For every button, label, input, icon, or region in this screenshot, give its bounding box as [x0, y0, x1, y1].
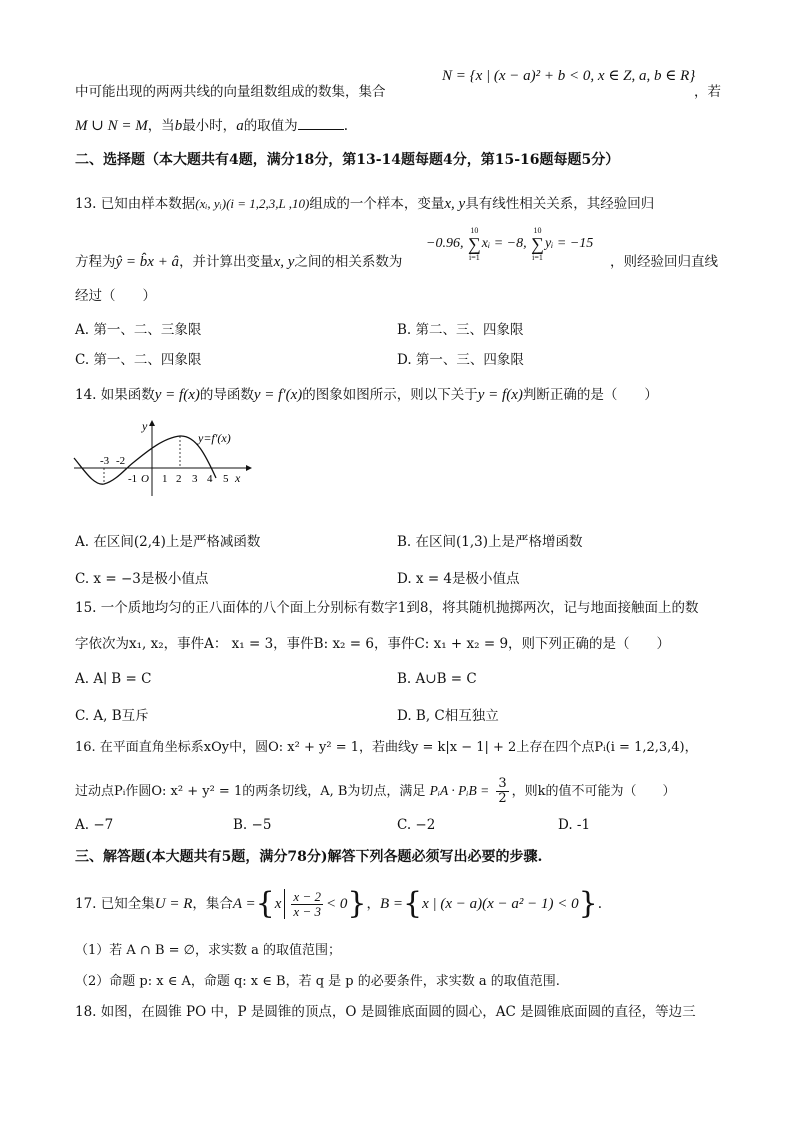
q15-option-b[interactable]: B. A∪B = C	[397, 671, 477, 687]
q13-option-c[interactable]: C. 第一、二、四象限	[75, 352, 202, 368]
section2-title: 二、选择题（本大题共有4题，满分18分，第13-14题每题4分，第15-16题每题5分）	[75, 152, 620, 168]
q15-option-a[interactable]: A. A∣ B = C	[75, 671, 152, 687]
q12-set-n: N = {x | (x − a)² + b < 0, x ∈ Z, a, b ∈ R}	[442, 68, 696, 84]
x-axis-arrow	[246, 465, 252, 471]
q13-option-d[interactable]: D. 第一、三、四象限	[397, 352, 524, 368]
q12-union-expr: M ∪ N = M	[75, 118, 148, 134]
q17-fraction: $\frac{x - 2}{x - 3}$	[293, 888, 321, 919]
origin-label: O	[141, 473, 149, 485]
q13-line2: 方程为ŷ = b̂x + â，并计算出变量x, y之间的相关系数为	[75, 254, 403, 270]
right-brace: }	[578, 886, 598, 921]
tick-label-minus-1: -1	[128, 473, 138, 485]
tick-label-3: 3	[192, 473, 198, 485]
q16-fraction: $\frac{3}{2}$	[498, 776, 507, 806]
tick-label-minus-3: -3	[100, 455, 110, 467]
q14-option-a[interactable]: A. 在区间(2,4)上是严格减函数	[75, 534, 261, 550]
q14-option-c[interactable]: C. x = −3是极小值点	[75, 571, 209, 587]
q16-option-d[interactable]: D. -1	[558, 817, 591, 833]
q13-option-b[interactable]: B. 第二、三、四象限	[397, 322, 524, 338]
left-brace: {	[255, 886, 275, 921]
sigma-symbol: 10 ∑ i=1	[467, 226, 481, 262]
q14-line1: 14. 如果函数y = f(x)的导函数y = f′(x)的图象如图所示，则以下关于y = f(x)判断正确的是（ ）	[75, 387, 658, 403]
q12-line1-end: ，若	[694, 84, 721, 100]
q13-line3: 经过（ ）	[75, 288, 156, 304]
q13-data: (xᵢ, yᵢ)(i = 1,2,3,L ,10)	[195, 196, 310, 211]
tick-label-minus-2: -2	[116, 455, 126, 467]
sigma-symbol: 10 ∑ i=1	[531, 226, 544, 262]
q16-dot-product: PᵢA · PᵢB =	[429, 783, 490, 798]
q17-line1: 17. 已知全集 U = R ，集合 A = { x $\frac{x - 2}{x - 3}$ < 0 } ， B = { x | (x − a)(x − a² − 1) < 0 } .	[75, 886, 603, 921]
q18-line1: 18. 如图，在圆锥 PO 中，P 是圆锥的顶点，O 是圆锥底面圆的圆心，AC 是圆锥底面圆的直径，等边三	[75, 1004, 696, 1020]
q13-sums: −0.96, 10 ∑ i=1 xᵢ = −8, 10 ∑ i=1 yᵢ = −15	[426, 226, 594, 262]
q14-option-d[interactable]: D. x = 4是极小值点	[397, 571, 520, 587]
q16-line1: 16. 在平面直角坐标系xOy中，圆O: x² + y² = 1，若曲线y = k|x − 1| + 2上存在四个点Pᵢ(i = 1,2,3,4)，	[75, 740, 698, 755]
q13-line2-end: ，则经验回归直线	[610, 254, 718, 270]
tick-label-2: 2	[176, 473, 182, 485]
set-builder-bar	[284, 889, 285, 919]
q16-option-b[interactable]: B. −5	[233, 817, 272, 833]
q12-text: 中可能出现的两两共线的向量组数组成的数集，集合	[75, 84, 386, 100]
q16-option-c[interactable]: C. −2	[397, 817, 436, 833]
q12-line1	[75, 82, 386, 102]
right-brace: }	[347, 886, 367, 921]
answer-blank[interactable]	[298, 117, 344, 130]
q14-option-b[interactable]: B. 在区间(1,3)上是严格增函数	[397, 534, 583, 550]
q13-option-a[interactable]: A. 第一、二、三象限	[75, 322, 202, 338]
q16-line2: 过动点Pᵢ作圆O: x² + y² = 1的两条切线，A, B为切点，满足 PᵢA · PᵢB = $\frac{3}{2}$ ，则k的值不可能为（ ）	[75, 776, 676, 806]
section3-title: 三、解答题(本大题共有5题，满分78分)解答下列各题必须写出必要的步骤.	[75, 849, 543, 865]
q16-option-a[interactable]: A. −7	[75, 817, 114, 833]
x-axis-label: x	[235, 471, 241, 485]
y-axis-label: y	[142, 419, 148, 433]
q15-line2: 字依次为x₁, x₂，事件A： x₁ = 3，事件B: x₂ = 6，事件C: x₁ + x₂ = 9，则下列正确的是（ ）	[75, 636, 671, 652]
tick-label-5: 5	[223, 473, 229, 485]
curve-label: y=f′(x)	[198, 431, 231, 445]
y-axis-arrow	[149, 420, 155, 426]
q17-set-b: x | (x − a)(x − a² − 1) < 0	[422, 896, 579, 912]
tick-label-1: 1	[162, 473, 168, 485]
q15-line1: 15. 一个质地均匀的正八面体的八个面上分别标有数字1到8，将其随机抛掷两次，记与地面接触面上的数	[75, 600, 699, 616]
q17-sub2: （2）命题 p: x ∈ A，命题 q: x ∈ B，若 q 是 p 的必要条件，求实数 a 的取值范围.	[75, 974, 560, 989]
q15-option-d[interactable]: D. B, C相互独立	[397, 708, 499, 724]
q12-line2: M ∪ N = M，当b最小时，a的取值为 .	[75, 118, 348, 134]
left-brace: {	[402, 886, 423, 921]
derivative-graph	[70, 418, 260, 498]
q15-option-c[interactable]: C. A, B互斥	[75, 708, 149, 724]
q17-sub1: （1）若 A ∩ B = ∅，求实数 a 的取值范围；	[75, 943, 341, 958]
tick-label-4: 4	[207, 473, 213, 485]
q13-line1: 13. 已知由样本数据(xᵢ, yᵢ)(i = 1,2,3,L ,10)组成的一个样本，变量x, y具有线性相关关系，其经验回归	[75, 196, 655, 212]
q13-regression-eq: ŷ = b̂x + â	[115, 254, 180, 270]
